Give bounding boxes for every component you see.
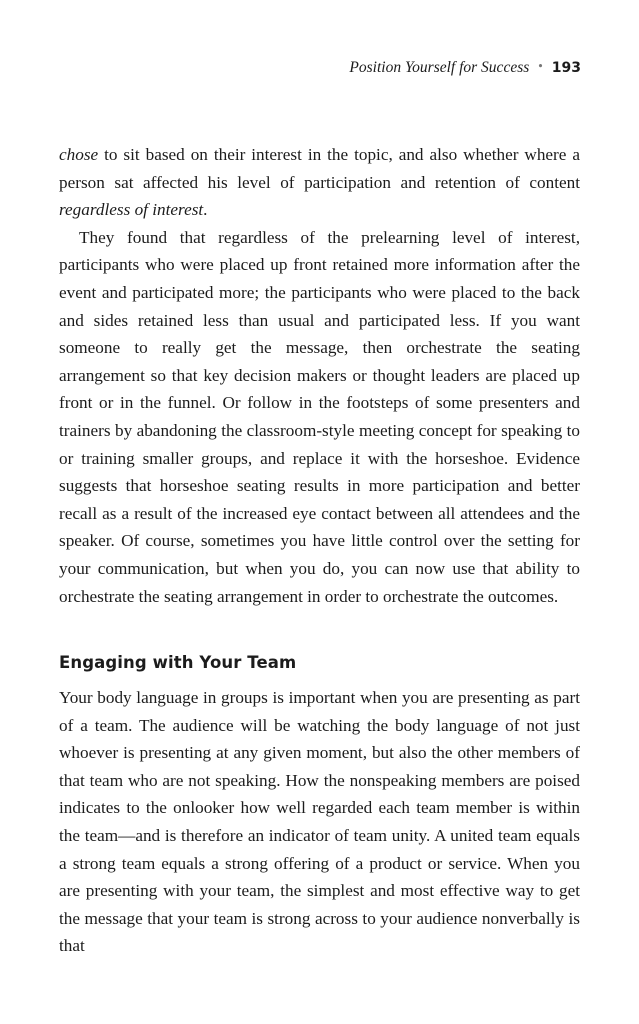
- paragraph-1-end: .: [203, 200, 208, 220]
- paragraph-1-middle: to sit based on their interest in the topic, and also whether where a person sat affected his level of participation and retention of content: [59, 145, 580, 192]
- running-head-title: Position Yourself for Success: [349, 59, 530, 76]
- paragraph-team: Your body language in groups is important when you are presenting as part of a team. The audience will be watching the body language of not just whoever is presenting at any given moment, but also the other members of that team who are not speaking. How the nonspeaking members are poised indicates to the onlooker how well regarded each team member is within the team—and is therefore an indicator of team unity. A united team equals a strong team equals a strong offering of a product or service. When you are presenting with your team, the simplest and most effective way to get the message that your team is strong across to your audience nonverbally is that: [59, 688, 580, 956]
- section-heading: Engaging with Your Team: [59, 653, 297, 672]
- paragraph-seating: They found that regardless of the prelearning level of interest, participants who were placed up front retained more information after the event and participated more; the participants who were placed to the back and sides retained less than usual and participated less. If you want someone to really get the message, then orchestrate the seating arrangement so that key decision makers or thought leaders are placed up front or in the funnel. Or follow in the footsteps of some presenters and trainers by abandoning the classroom-style meeting concept for speaking to or training smaller groups, and replace it with the horseshoe. Evidence suggests that horseshoe seating results in more participation and better recall as a result of the increased eye contact between all attendees and the speaker. Of course, sometimes you have little control over the setting for your communication, but when you do, you can now use that ability to orchestrate the seating arrangement in order to orchestrate the outcomes.: [59, 227, 580, 606]
- text-block-section: [59, 684, 580, 960]
- paragraph-continued: [59, 141, 580, 224]
- text-block-top: [59, 141, 580, 610]
- page-number: 193: [551, 60, 581, 76]
- running-head-bullet: •: [537, 60, 544, 73]
- paragraph-1-lead-italic: chose: [59, 145, 99, 164]
- running-head: [349, 57, 581, 78]
- paragraph-1-end-italic: regardless of interest: [59, 200, 204, 220]
